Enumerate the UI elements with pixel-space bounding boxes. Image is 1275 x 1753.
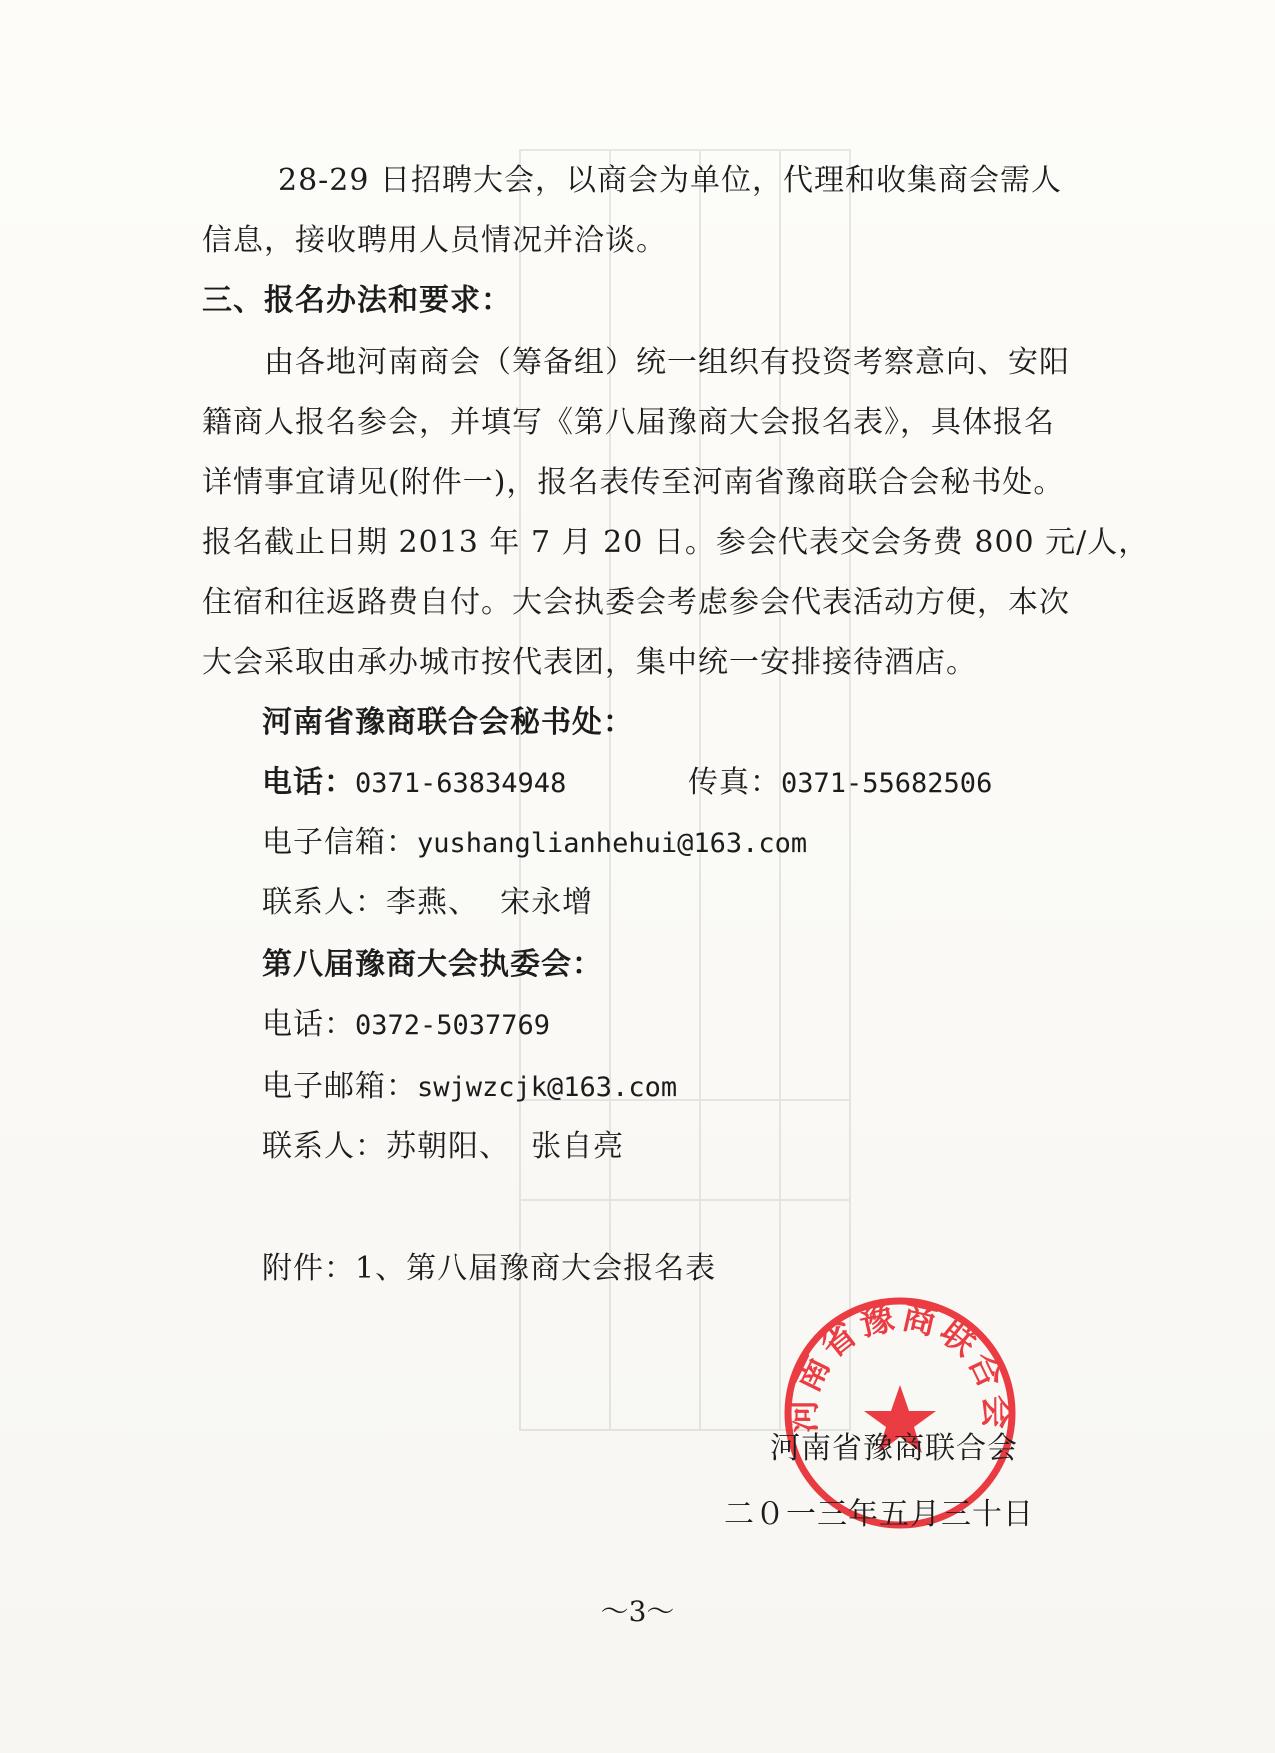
paragraph-line: 大会采取由承办城市按代表团，集中统一安排接待酒店。 xyxy=(202,645,977,680)
attachment-line: 附件：1、第八届豫商大会报名表 xyxy=(262,1251,717,1286)
seal-text: 河南省豫商联合会 xyxy=(783,1296,1017,1433)
contact-org-heading: 第八届豫商大会执委会： xyxy=(262,947,603,982)
phone-label: 电话： xyxy=(262,765,355,800)
email-label: 电子邮箱： xyxy=(262,1069,417,1104)
phone-row xyxy=(262,1006,550,1045)
contact-person-label: 联系人： xyxy=(262,885,386,920)
phone-number: 0371-63834948 xyxy=(355,768,567,799)
paragraph-line: 籍商人报名参会，并填写《第八届豫商大会报名表》，具体报名 xyxy=(202,405,1055,440)
phone-row xyxy=(262,764,566,803)
contact-person-names: 苏朝阳、 张自亮 xyxy=(386,1129,625,1164)
email-address: yushanglianhehui@163.com xyxy=(417,828,808,859)
fax-row xyxy=(688,764,992,803)
section-heading: 三、报名办法和要求： xyxy=(202,283,512,318)
contact-person-row xyxy=(262,1128,624,1166)
email-address: swjwzcjk@163.com xyxy=(417,1072,678,1103)
contact-person-label: 联系人： xyxy=(262,1129,386,1164)
paragraph-line: 住宿和往返路费自付。大会执委会考虑参会代表活动方便，本次 xyxy=(202,585,1070,620)
email-row xyxy=(262,1068,677,1107)
phone-label: 电话： xyxy=(262,1007,355,1042)
email-label: 电子信箱： xyxy=(262,825,417,860)
signing-organization: 河南省豫商联合会 xyxy=(770,1431,1018,1466)
email-row xyxy=(262,824,807,863)
paragraph-line: 详情事宜请见(附件一)，报名表传至河南省豫商联合会秘书处。 xyxy=(202,465,1065,500)
fax-label: 传真： xyxy=(688,765,781,800)
signing-date: 二０一三年五月三十日 xyxy=(724,1497,1034,1532)
paragraph-line: 28-29 日招聘大会，以商会为单位，代理和收集商会需人 xyxy=(278,163,1063,198)
page-number: ～3～ xyxy=(600,1595,675,1628)
contact-person-row xyxy=(262,884,593,922)
paragraph-line: 报名截止日期 2013 年 7 月 20 日。参会代表交会务费 800 元/人， xyxy=(202,525,1150,560)
paragraph-line: 信息，接收聘用人员情况并洽谈。 xyxy=(202,223,667,258)
phone-number: 0372-5037769 xyxy=(355,1010,551,1041)
contact-org-heading: 河南省豫商联合会秘书处： xyxy=(262,705,634,740)
contact-person-names: 李燕、 宋永增 xyxy=(386,885,594,920)
fax-number: 0371-55682506 xyxy=(781,768,993,799)
paragraph-line: 由各地河南商会（筹备组）统一组织有投资考察意向、安阳 xyxy=(264,345,1070,380)
